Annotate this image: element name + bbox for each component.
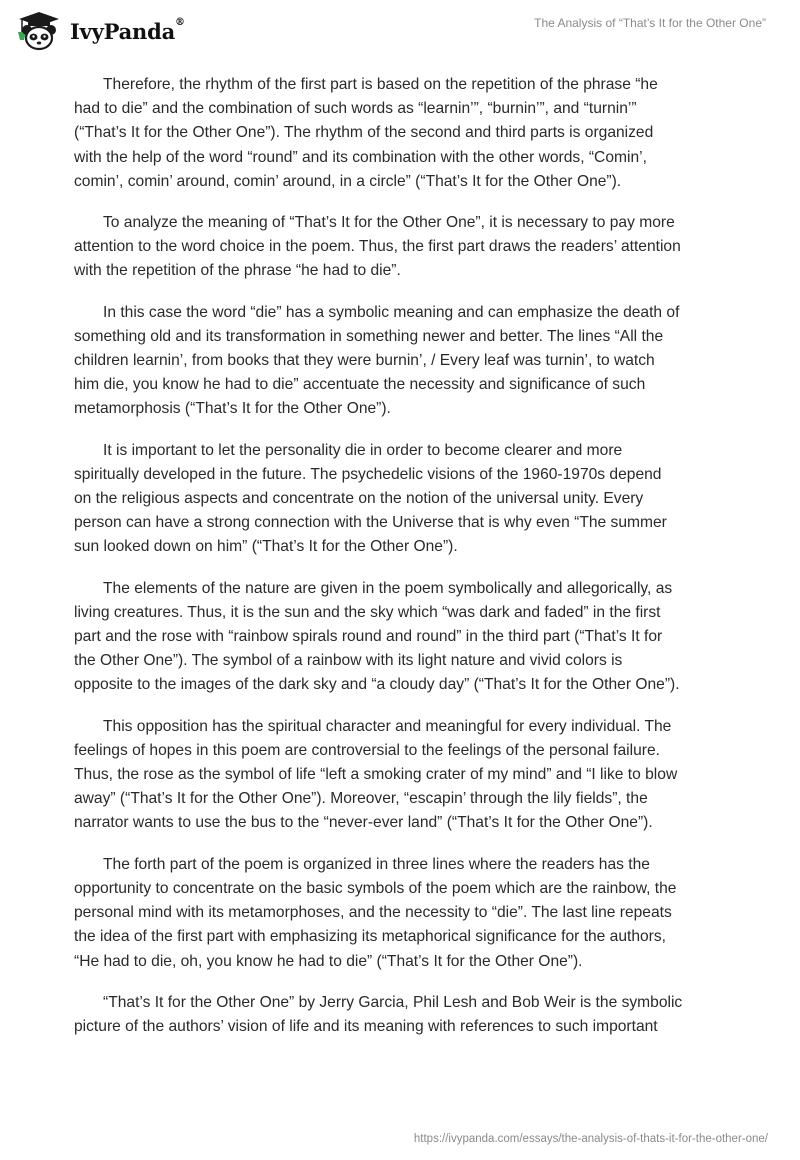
registered-mark: ®: [175, 16, 185, 28]
paragraph: The elements of the nature are given in the poem symbolically and allegorically, as living creatures. Thus, it is the sun and the sky which “was dark and faded” in the first part and the rose with “rainbow spirals round and round” in the third part (“That’s It for the Other One”). The symbol of a rainbow with its light nature and vivid colors is opposite to the images of the dark sky and “a cloudy day” (“That’s It for the Other One”).: [74, 579, 680, 694]
essay-body: [74, 73, 724, 1056]
ivypanda-logo[interactable]: [14, 10, 185, 52]
paragraph: This opposition has the spiritual character and meaningful for every individual. The feelings of hopes in this poem are controversial to the feelings of the personal failure. Thus, the rose as the symbol of life “left a smoking crater of my mind” and “I like to blow away” (“That’s It for the Other One”). Moreover, “escapin’ through the lily fields”, the narrator wants to use the bus to the “never-ever land” (“That’s It for the Other One”).: [74, 717, 678, 832]
brand-name: [70, 16, 185, 44]
brand-text: IvyPanda: [70, 18, 176, 44]
paragraph: The forth part of the poem is organized in three lines where the readers has the opportunity to concentrate on the basic symbols of the poem which are the rainbow, the personal mind with its metamorphoses, and the necessity to “die”. The last line repeats the idea of the first part with emphasizing its metaphorical significance for the authors, “He had to die, oh, you know he had to die” (“That’s It for the Other One”).: [74, 855, 677, 970]
paragraph: Therefore, the rhythm of the first part is based on the repetition of the phrase “he had to die” and the combination of such words as “learnin’”, “burnin’”, and “turnin’” (“That’s It for the Other One”). The rhythm of the second and third parts is organized with the help of the word “round” and its combination with the other words, “Comin’, comin’, comin’ around, comin’ around, in a circle” (“That’s It for the Other One”).: [74, 76, 658, 190]
paragraph: In this case the word “die” has a symbolic meaning and can emphasize the death of something old and its transformation in something newer and better. The lines “All the children learnin’, from books that they were burnin’, / Every leaf was turnin’, to watch him die, you know he had to die” accentuate the necessity and significance of such metamorphosis (“That’s It for the Other One”).: [74, 303, 680, 418]
document-title: The Analysis of “That’s It for the Other One”: [534, 16, 766, 30]
paragraph: “That’s It for the Other One” by Jerry Garcia, Phil Lesh and Bob Weir is the symbolic picture of the authors’ vision of life and its meaning with references to such important: [74, 993, 683, 1035]
source-url-link[interactable]: https://ivypanda.com/essays/the-analysis-of-thats-it-for-the-other-one/: [413, 1133, 768, 1145]
page-header: [0, 0, 800, 70]
paragraph: It is important to let the personality die in order to become clearer and more spiritually developed in the future. The psychedelic visions of the 1960-1970s depend on the religious aspects and concentrate on the notion of the universal unity. Every person can have a strong connection with the Universe that is why even “The summer sun looked down on him” (“That’s It for the Other One”).: [74, 441, 667, 556]
panda-logo-icon: [14, 10, 64, 52]
paragraph: To analyze the meaning of “That’s It for the Other One”, it is necessary to pay more attention to the word choice in the poem. Thus, the first part draws the readers’ attention with the repetition of the phrase “he had to die”.: [74, 214, 681, 280]
